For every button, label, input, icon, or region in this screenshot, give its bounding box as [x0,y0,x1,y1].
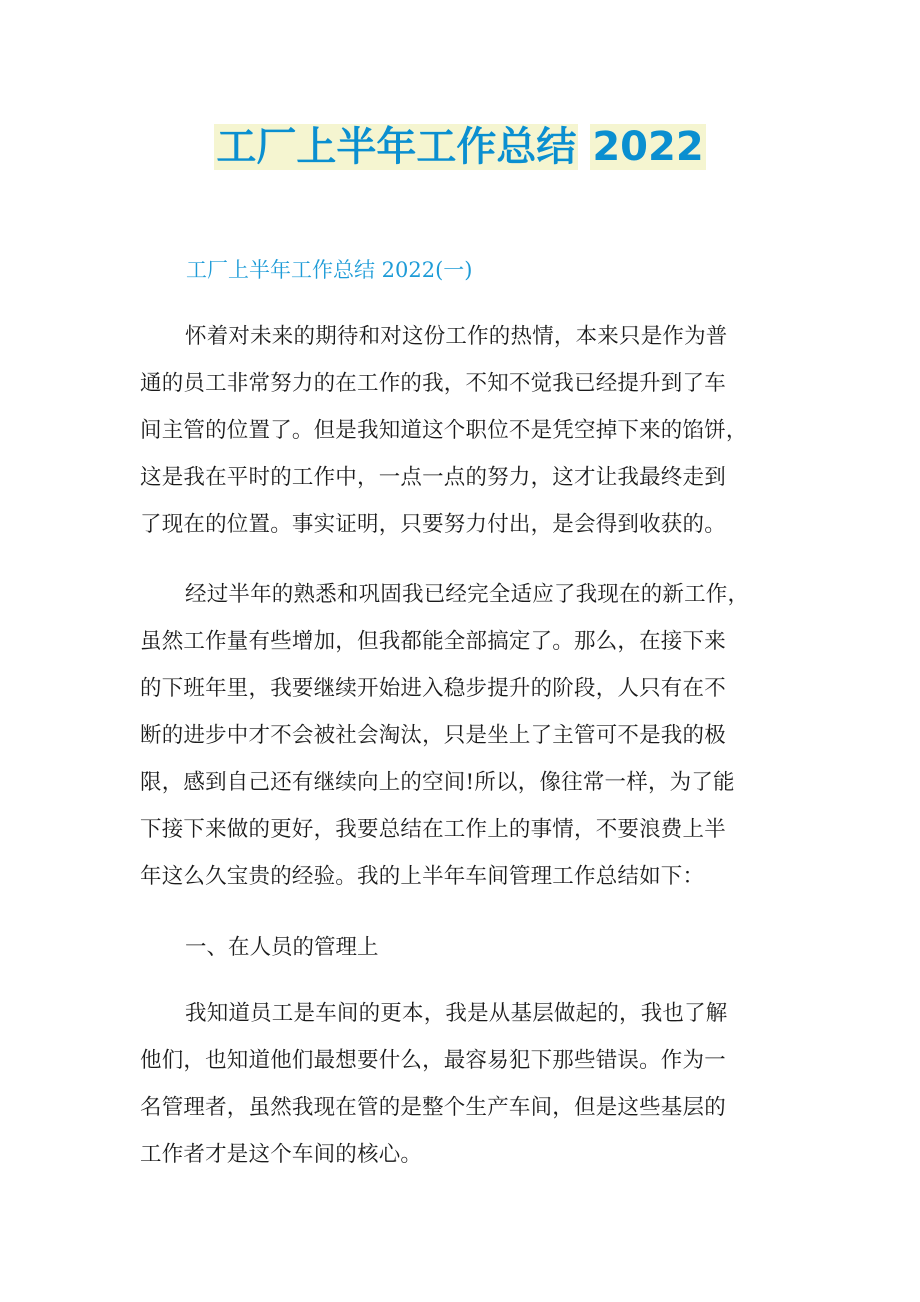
paragraph-line: 怀着对未来的期待和对这份工作的热情，本来只是作为普 [185,324,728,349]
paragraph-2 [140,571,780,900]
paragraph-1 [140,313,780,548]
paragraph-line: 他们，也知道他们最想要什么，最容易犯下那些错误。作为一 [140,1048,726,1073]
paragraph-line: 年这么久宝贵的经验。我的上半年车间管理工作总结如下： [140,864,705,889]
title-year: 2022 [592,124,704,170]
paragraph-line: 工作者才是这个车间的核心。 [140,1142,423,1167]
document-title [0,121,920,174]
paragraph-line: 间主管的位置了。但是我知道这个职位不是凭空掉下来的馅饼， [140,418,748,443]
paragraph-line: 我知道员工是车间的更本，我是从基层做起的，我也了解 [185,1001,728,1026]
paragraph-line: 下接下来做的更好，我要总结在工作上的事情，不要浪费上半 [140,817,726,842]
paragraph-line: 虽然工作量有些增加，但我都能全部搞定了。那么，在接下来 [140,629,726,654]
paragraph-line: 名管理者，虽然我现在管的是整个生产车间，但是这些基层的 [140,1095,726,1120]
paragraph-line: 通的员工非常努力的在工作的我，不知不觉我已经提升到了车 [140,371,726,396]
title-main: 工厂上半年工作总结 [216,124,577,170]
paragraph-line: 的下班年里，我要继续开始进入稳步提升的阶段，人只有在不 [140,676,726,701]
paragraph-line: 经过半年的熟悉和巩固我已经完全适应了我现在的新工作， [185,582,750,607]
paragraph-line: 这是我在平时的工作中，一点一点的努力，这才让我最终走到 [140,465,726,490]
section-heading: 一、在人员的管理上 [185,935,379,960]
paragraph-3 [140,990,780,1178]
section-subtitle: 工厂上半年工作总结 2022(一) [186,258,473,282]
paragraph-line: 了现在的位置。事实证明，只要努力付出，是会得到收获的。 [140,512,726,537]
paragraph-line: 限，感到自己还有继续向上的空间!所以，像往常一样，为了能 [140,770,735,795]
paragraph-line: 断的进步中才不会被社会淘汰，只是坐上了主管可不是我的极 [140,723,726,748]
